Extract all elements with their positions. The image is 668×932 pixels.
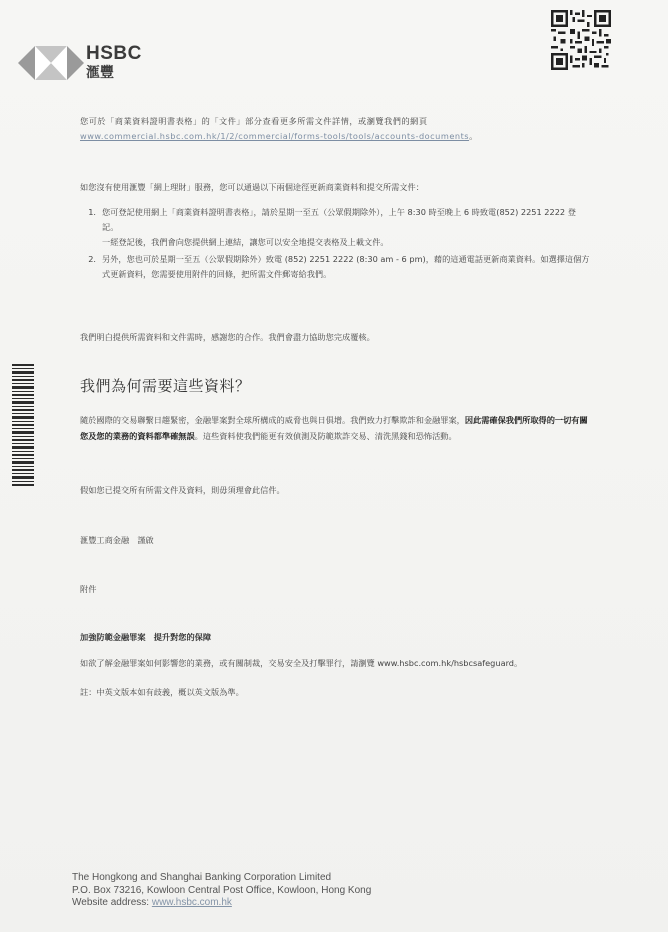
list-item	[80, 252, 592, 282]
footer-website-label: Website address:	[72, 897, 152, 908]
footer-po-box: P.O. Box 73216, Kowloon Central Post Office, Kowloon, Hong Kong	[72, 884, 372, 896]
hsbc-hexagon-logo	[18, 44, 84, 82]
brand-name-en: HSBC	[86, 43, 142, 64]
list-item-number: 1.	[88, 207, 96, 217]
footer-address	[72, 872, 371, 910]
accounts-documents-link[interactable]: www.commercial.hsbc.com.hk/1/2/commercial/forms-tools/tools/accounts-documents	[80, 131, 470, 141]
documents-paragraph	[80, 114, 588, 144]
language-note: 註：中英文版本如有歧義，概以英文版為準。	[80, 687, 244, 697]
reason-text-b: 。這些資料使我們能更有效偵測及防範欺詐交易、清洗黑錢和恐怖活動。	[194, 431, 457, 441]
list-item-text: 您可登記使用網上「商業資料證明書表格」，請於星期一至五（公眾假期除外），上午 8:30 時至晚上 6 時致電(852) 2251 2222 登記。	[102, 207, 576, 232]
update-options-intro: 如您沒有使用滙豐「網上理財」服務，您可以通過以下兩個途徑更新商業資料和提交所需文件：	[80, 182, 424, 192]
signature-line: 滙豐工商金融 謹啟	[80, 535, 154, 545]
reason-text-bold: 因此需確保我們所取得的一切有關您及您的業務的資料都準確無誤	[80, 415, 588, 441]
list-item	[80, 205, 592, 250]
disregard-paragraph: 假如您已提交所有所需文件及資料，則毋須理會此信件。	[80, 485, 285, 495]
thanks-paragraph: 我們明白提供所需資料和文件需時，感謝您的合作。我們會盡力協助您完成覆核。	[80, 332, 375, 342]
qr-code-icon	[551, 10, 611, 70]
barcode-icon	[12, 364, 34, 486]
update-options-list	[80, 205, 592, 284]
documents-paragraph-text: 您可於「商業資料證明書表格」的「文件」部分查看更多所需文件詳情，或瀏覽我們的網頁	[80, 116, 428, 126]
brand-name	[86, 44, 142, 82]
safeguard-subheading: 加強防範金融罪案 提升對您的保障	[80, 632, 212, 642]
enclosure-label: 附件	[80, 584, 97, 594]
list-item-note: 一經登記後，我們會向您提供網上連結，讓您可以安全地提交表格及上載文件。	[102, 237, 389, 247]
list-item-number: 2.	[88, 254, 96, 264]
list-item-text: 另外，您也可於星期一至五（公眾假期除外）致電 (852) 2251 2222 (8:30 am - 6 pm)，藉的這通電話更新商業資料。如選擇這個方式更新資料，您需要使用附件的回條，把所需文件郵寄給我們。	[102, 254, 590, 279]
reason-paragraph	[80, 412, 588, 444]
documents-paragraph-end: 。	[469, 131, 478, 141]
footer-website	[72, 897, 371, 910]
reason-text-a: 隨於國際的交易聯繫日趨緊密，金融罪案對全球所構成的威脅也與日俱增。我們致力打擊欺詐和金融罪案，	[80, 415, 465, 425]
footer-company: The Hongkong and Shanghai Banking Corporation Limited	[72, 872, 332, 883]
section-heading: 我們為何需要這些資料？	[80, 377, 251, 395]
brand-name-zh: 滙豐	[86, 65, 114, 81]
safeguard-paragraph: 如欲了解金融罪案如何影響您的業務，或有關制裁，交易安全及打擊罪行，請瀏覽 www.hsbc.com.hk/hsbcsafeguard。	[80, 658, 523, 668]
footer-website-link[interactable]: www.hsbc.com.hk	[151, 897, 232, 908]
